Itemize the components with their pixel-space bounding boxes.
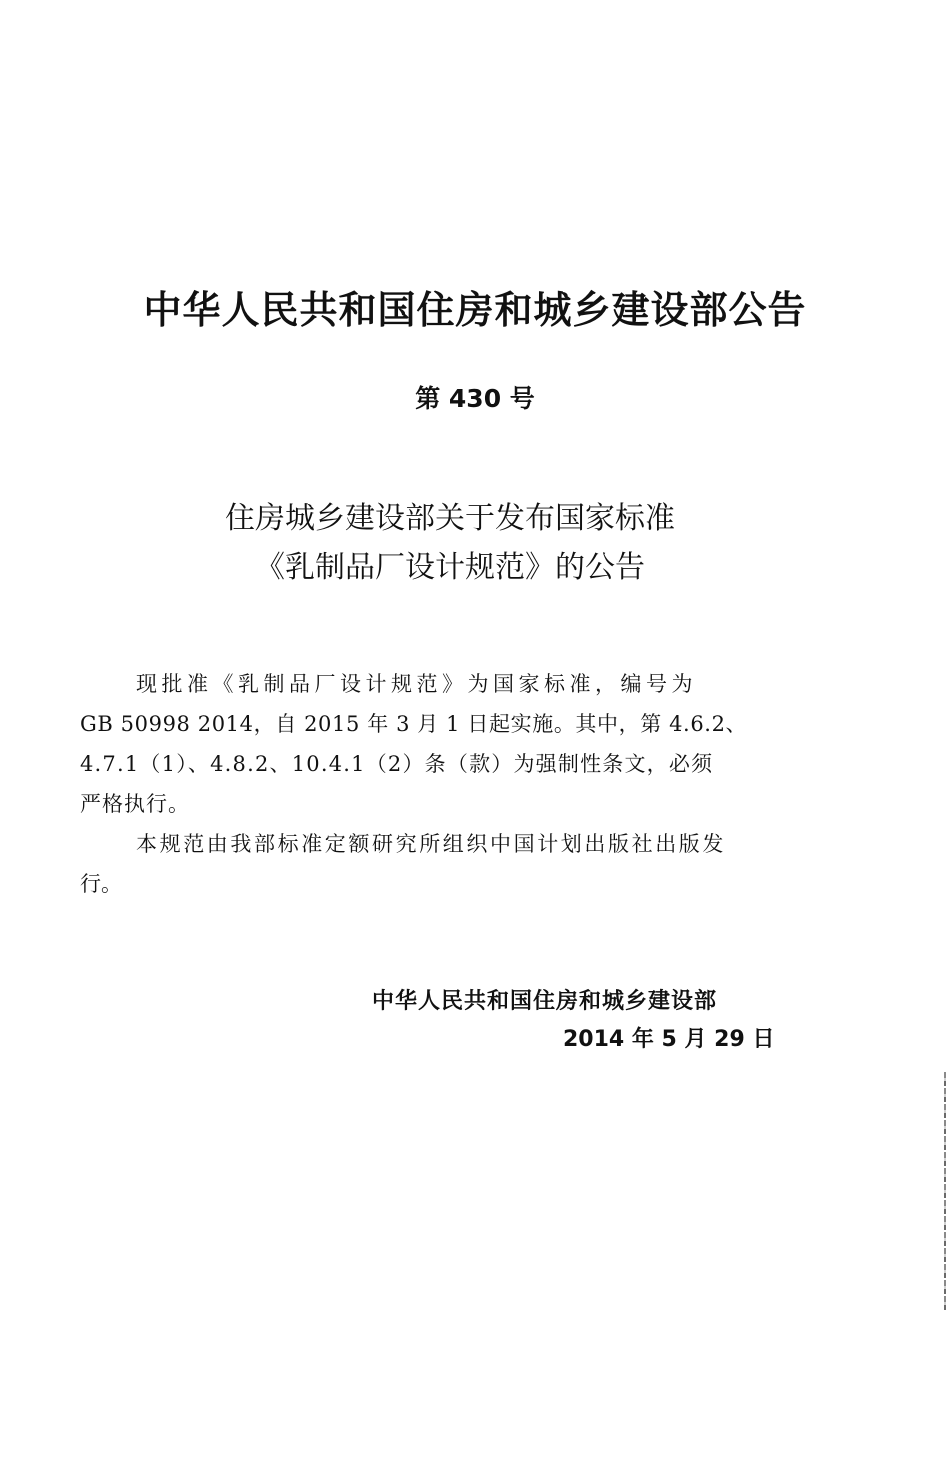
body-line: 严格执行。 bbox=[80, 792, 190, 816]
body-line: 行。 bbox=[80, 872, 122, 896]
ministry-title: 中华人民共和国住房和城乡建设部公告 bbox=[143, 288, 807, 332]
signature-organization: 中华人民共和国住房和城乡建设部 bbox=[372, 989, 718, 1014]
body-line: GB 50998 2014，自 2015 年 3 月 1 日起实施。其中，第 4.6.2、 bbox=[80, 712, 748, 736]
scan-edge-artifact bbox=[944, 1072, 946, 1312]
signature-date: 2014 年 5 月 29 日 bbox=[563, 1027, 775, 1052]
subject-line-1: 住房城乡建设部关于发布国家标准 bbox=[225, 501, 675, 536]
body-line: 本规范由我部标准定额研究所组织中国计划出版社出版发 bbox=[136, 832, 726, 856]
subject-line-2: 《乳制品厂设计规范》的公告 bbox=[255, 550, 645, 585]
body-line: 现批准《乳制品厂设计规范》为国家标准，编号为 bbox=[136, 672, 697, 696]
announcement-number: 第 430 号 bbox=[415, 384, 535, 413]
body-line: 4.7.1（1）、4.8.2、10.4.1（2）条（款）为强制性条文，必须 bbox=[80, 752, 714, 776]
